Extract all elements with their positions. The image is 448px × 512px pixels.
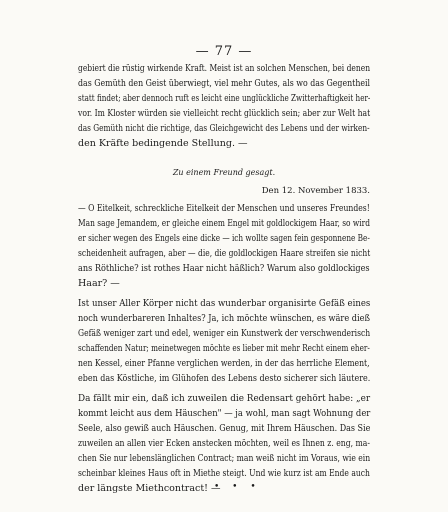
text-line: eben das Köstliche, im Glühofen des Lebens desto sicherer sich läutere. [78, 373, 371, 384]
trailing-marks: • • • [214, 482, 261, 492]
text-line: kommt leicht aus dem Häuschen" — ja wohl, man sagt Wohnung der [78, 408, 371, 419]
text-line: zuweilen an allen vier Ecken anstecken möchten, weil es Ihnen z. eng, ma- [78, 438, 370, 449]
text-line: Seele, also gewiß auch Häuschen. Genug, mit Ihrem Häuschen. Das Sie [78, 423, 371, 434]
text-line: Gefäß weniger zart und edel, weniger ein Kunstwerk der verschwenderisch [78, 328, 371, 339]
text-line: noch wunderbareren Inhaltes? Ja, ich möchte wünschen, es wäre dieß [78, 313, 370, 324]
text-line: nen Kessel, einer Pfanne verglichen werden, in der das herrliche Element, [78, 358, 370, 369]
text-line: den Kräfte bedingende Stellung. — [78, 138, 248, 149]
text-line: Ist unser Aller Körper nicht das wunderbar organisirte Gefäß eines [78, 298, 371, 309]
text-line: statt findet; aber dennoch ruft es leicht eine unglückliche Zwitterhaftigkeit her- [78, 93, 371, 104]
text-line: chen Sie nur lebenslänglichen Contract; man weiß nicht im Voraus, wie ein [78, 453, 371, 464]
text-line: ans Röthliche? ist rothes Haar nicht häßlich? Warum also goldlockiges [78, 263, 370, 274]
text-line: Da fällt mir ein, daß ich zuweilen die Redensart gehört habe: „er [78, 393, 371, 404]
text-line: er sicher wegen des Engels eine dicke — ich wollte sagen fein gesponnene Be- [78, 233, 370, 244]
section-heading: Zu einem Freund gesagt. [172, 168, 276, 177]
text-line: das Gemüth den Geist überwiegt, viel mehr Gutes, als wo das Gegentheil [78, 78, 371, 89]
entry-date: Den 12. November 1833. [261, 186, 370, 196]
text-line: — O Eitelkeit, schreckliche Eitelkeit der Menschen und unseres Freundes! [78, 203, 370, 214]
text-line: das Gemüth nicht die richtige, das Gleichgewicht des Lebens und der wirken- [78, 123, 370, 134]
text-line: scheinbar kleines Haus oft in Miethe steigt. Und wie kurz ist am Ende auch [78, 468, 370, 479]
text-line: schaffenden Natur; meinetwegen möchte es lieber mit mehr Recht einem eher- [78, 343, 370, 354]
text-line: gebiert die rüstig wirkende Kraft. Meist ist an solchen Menschen, bei denen [78, 63, 371, 74]
text-line: vor. Im Kloster würden sie vielleicht recht glücklich sein; aber zur Welt hat [78, 108, 371, 119]
text-line: Man sage Jemandem, er gleiche einem Engel mit goldlockigem Haar, so wird [78, 218, 371, 229]
text-line: Haar? — [78, 278, 120, 289]
text-line: der längste Miethcontract! — [78, 483, 221, 494]
page-number: — 77 — [195, 44, 253, 59]
text-line: scheidenheit aufragen, aber — die, die goldlockigen Haare streifen sie nicht [78, 248, 371, 259]
